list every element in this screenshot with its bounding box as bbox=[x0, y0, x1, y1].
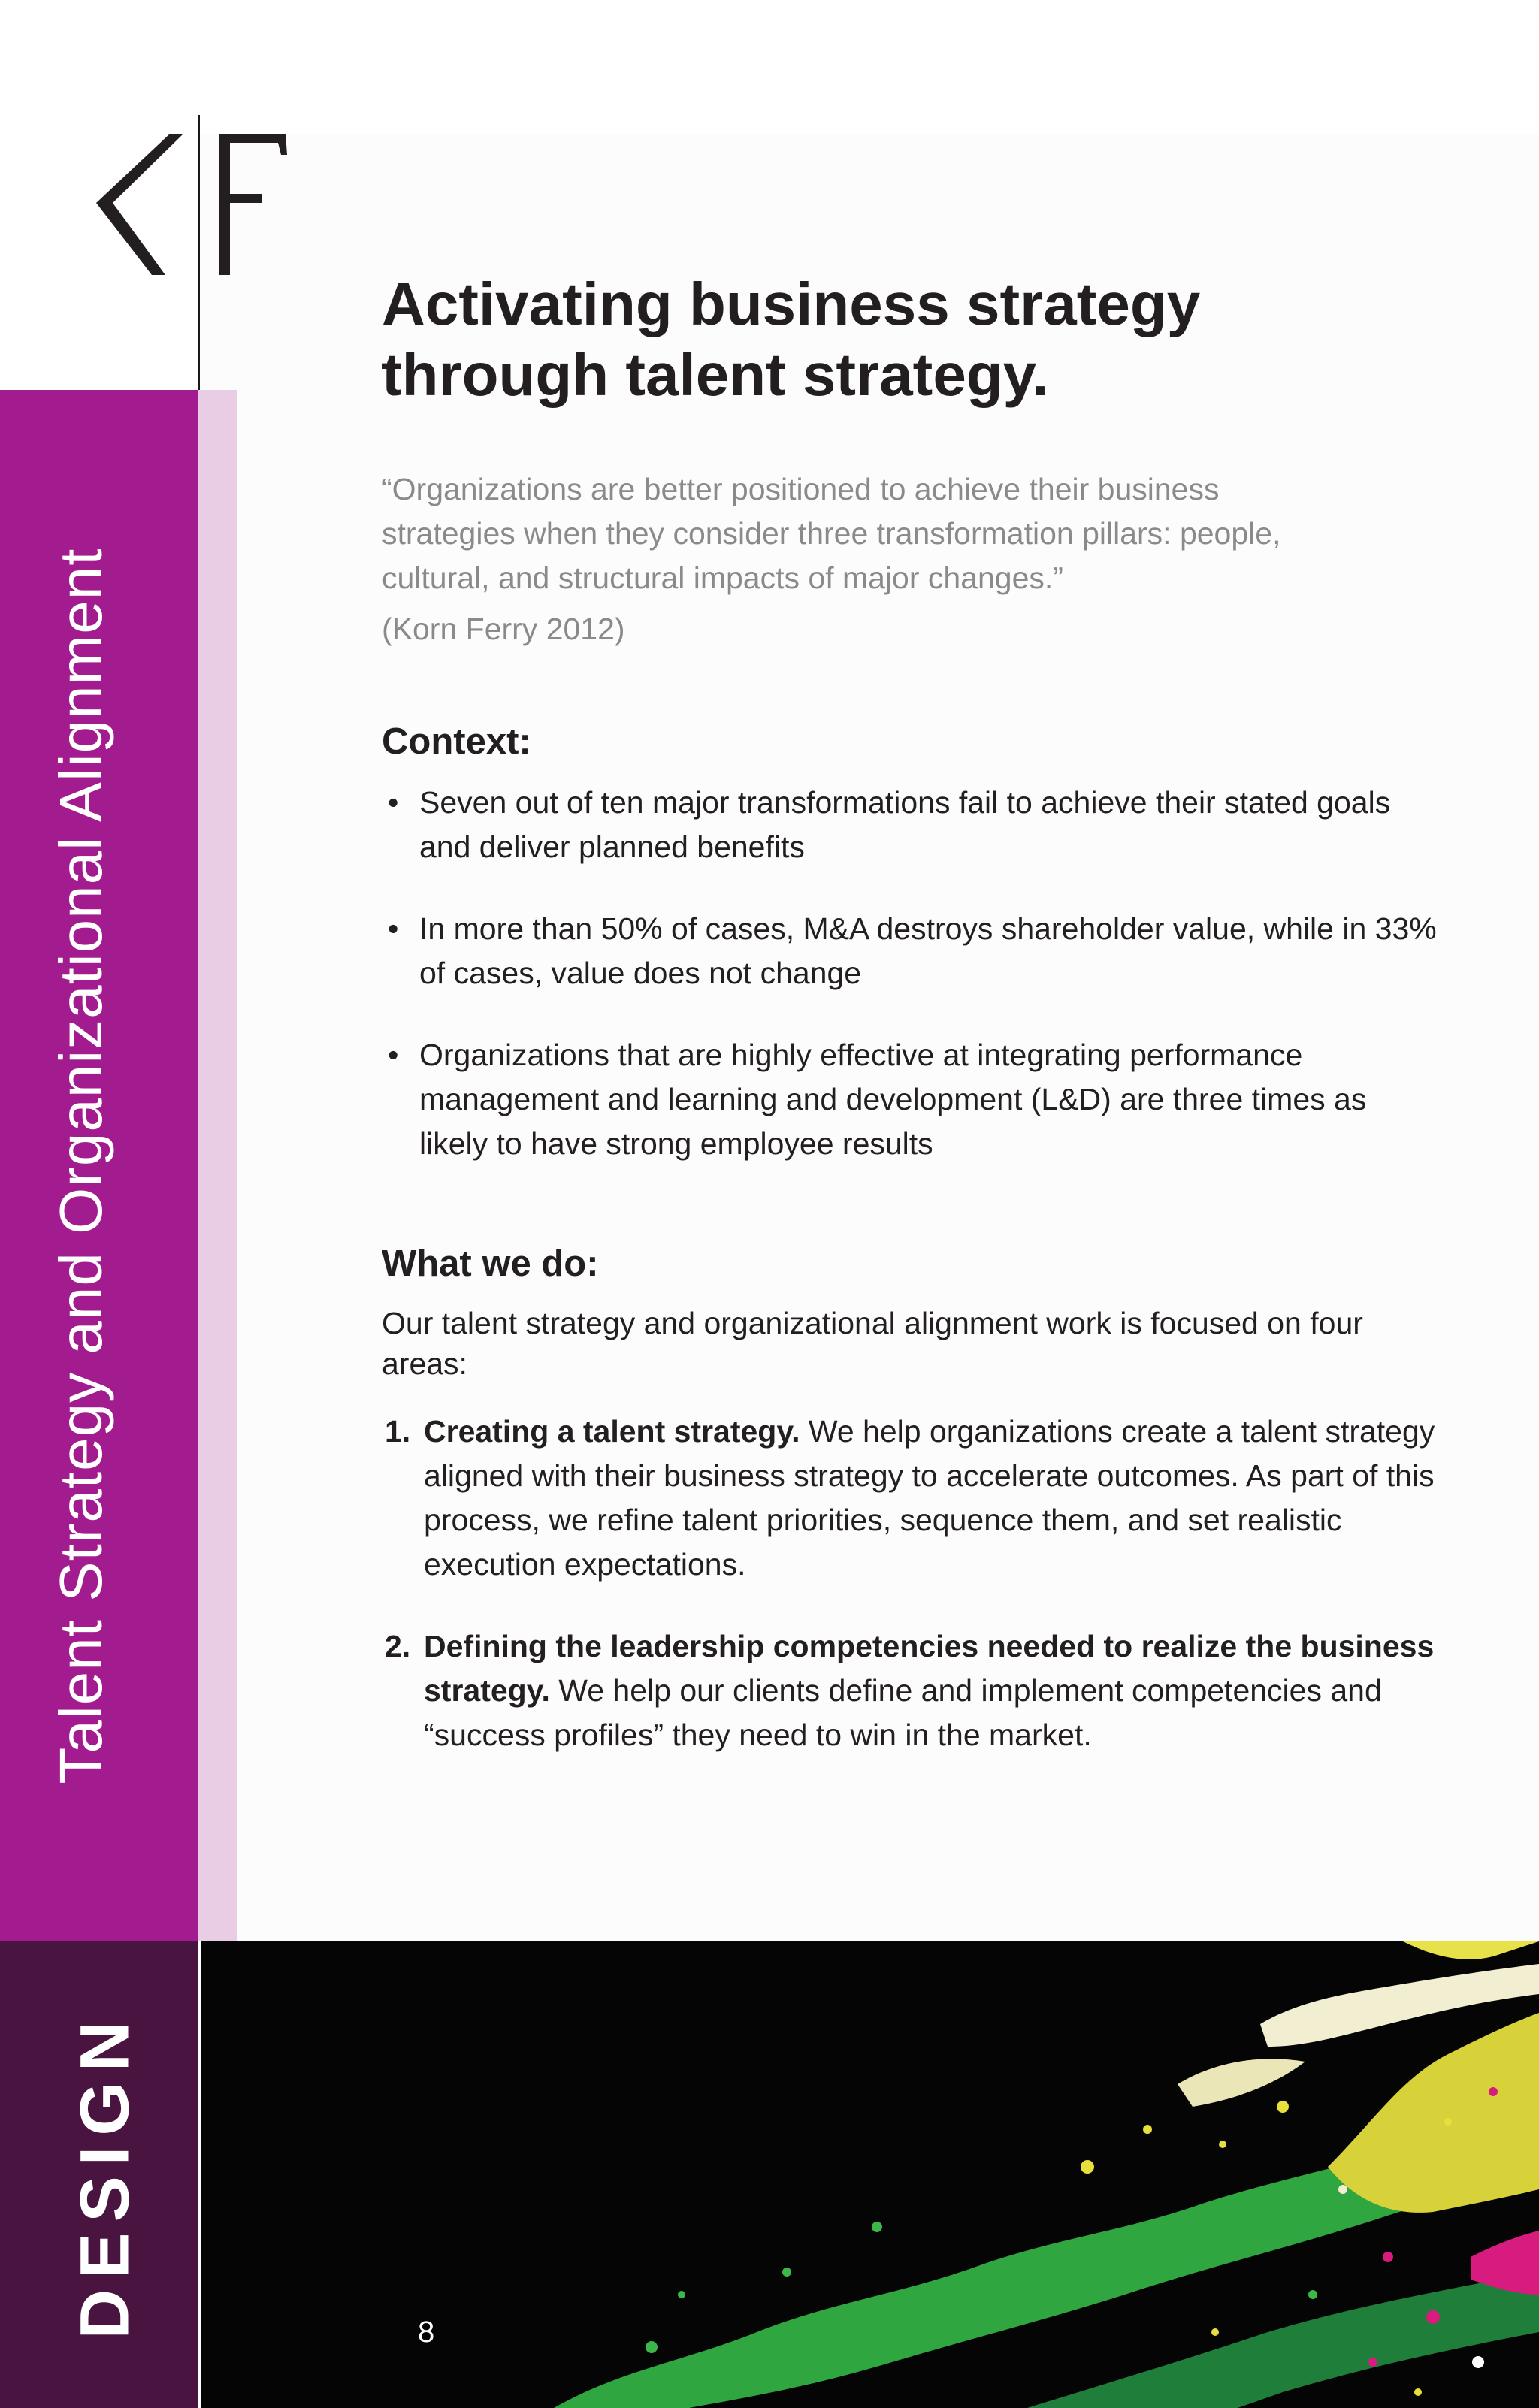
list-item bbox=[382, 1409, 1468, 1587]
what-we-do-heading: What we do: bbox=[382, 1243, 599, 1284]
item-lead: Creating a talent strategy. bbox=[424, 1414, 800, 1449]
bullet-icon: • bbox=[388, 1038, 399, 1072]
category-label: DESIGN bbox=[66, 2011, 144, 2340]
bullet-icon: • bbox=[388, 785, 399, 820]
what-we-do-intro: Our talent strategy and organizational alignment work is focused on four areas: bbox=[382, 1306, 1363, 1381]
context-list bbox=[382, 781, 1464, 1166]
item-body: We help organizations create a talent strategy aligned with their business strategy to accelerate outcomes. As part of this process, we refine talent priorities, sequence them, and set realistic execution expectations. bbox=[424, 1414, 1435, 1582]
item-number: 1. bbox=[385, 1414, 411, 1449]
pull-quote: “Organizations are better positioned to achieve their business strategies when they consider three transformation pillars: people, cultural, and structural impacts of major changes.” bbox=[382, 472, 1281, 595]
item-number: 2. bbox=[385, 1629, 411, 1663]
paint-splash-image bbox=[201, 1941, 1539, 2408]
page-title bbox=[382, 269, 1404, 410]
item-body: We help our clients define and implement competencies and “success profiles” they need to win in the market. bbox=[424, 1673, 1382, 1752]
quote-citation: (Korn Ferry 2012) bbox=[382, 612, 625, 646]
list-item-text: In more than 50% of cases, M&A destroys shareholder value, while in 33% of cases, value does not change bbox=[419, 911, 1437, 990]
item-lead: Defining the leadership competencies needed to realize the business strategy. bbox=[424, 1629, 1435, 1708]
sidebar-accent-stripe bbox=[198, 390, 237, 1941]
list-item-text: Seven out of ten major transformations fail to achieve their stated goals and deliver planned benefits bbox=[419, 785, 1391, 864]
logo-divider bbox=[198, 115, 200, 390]
list-item bbox=[382, 1624, 1468, 1757]
bullet-icon: • bbox=[388, 911, 399, 946]
title-line-1: Activating business strategy bbox=[382, 270, 1201, 337]
list-item bbox=[382, 781, 1441, 869]
list-item bbox=[382, 1033, 1441, 1166]
title-line-2: through talent strategy. bbox=[382, 341, 1049, 408]
list-item-text: Organizations that are highly effective at integrating performance management and learning and development (L&D) are three times as likely to have strong employee results bbox=[419, 1038, 1367, 1161]
korn-ferry-logo bbox=[90, 128, 293, 278]
main-content bbox=[382, 269, 1464, 1795]
context-heading: Context: bbox=[382, 721, 531, 762]
list-item bbox=[382, 907, 1441, 996]
section-title: Talent Strategy and Organizational Alignment bbox=[47, 548, 114, 1784]
focus-areas-list bbox=[382, 1409, 1464, 1757]
page-number: 8 bbox=[418, 2316, 435, 2349]
